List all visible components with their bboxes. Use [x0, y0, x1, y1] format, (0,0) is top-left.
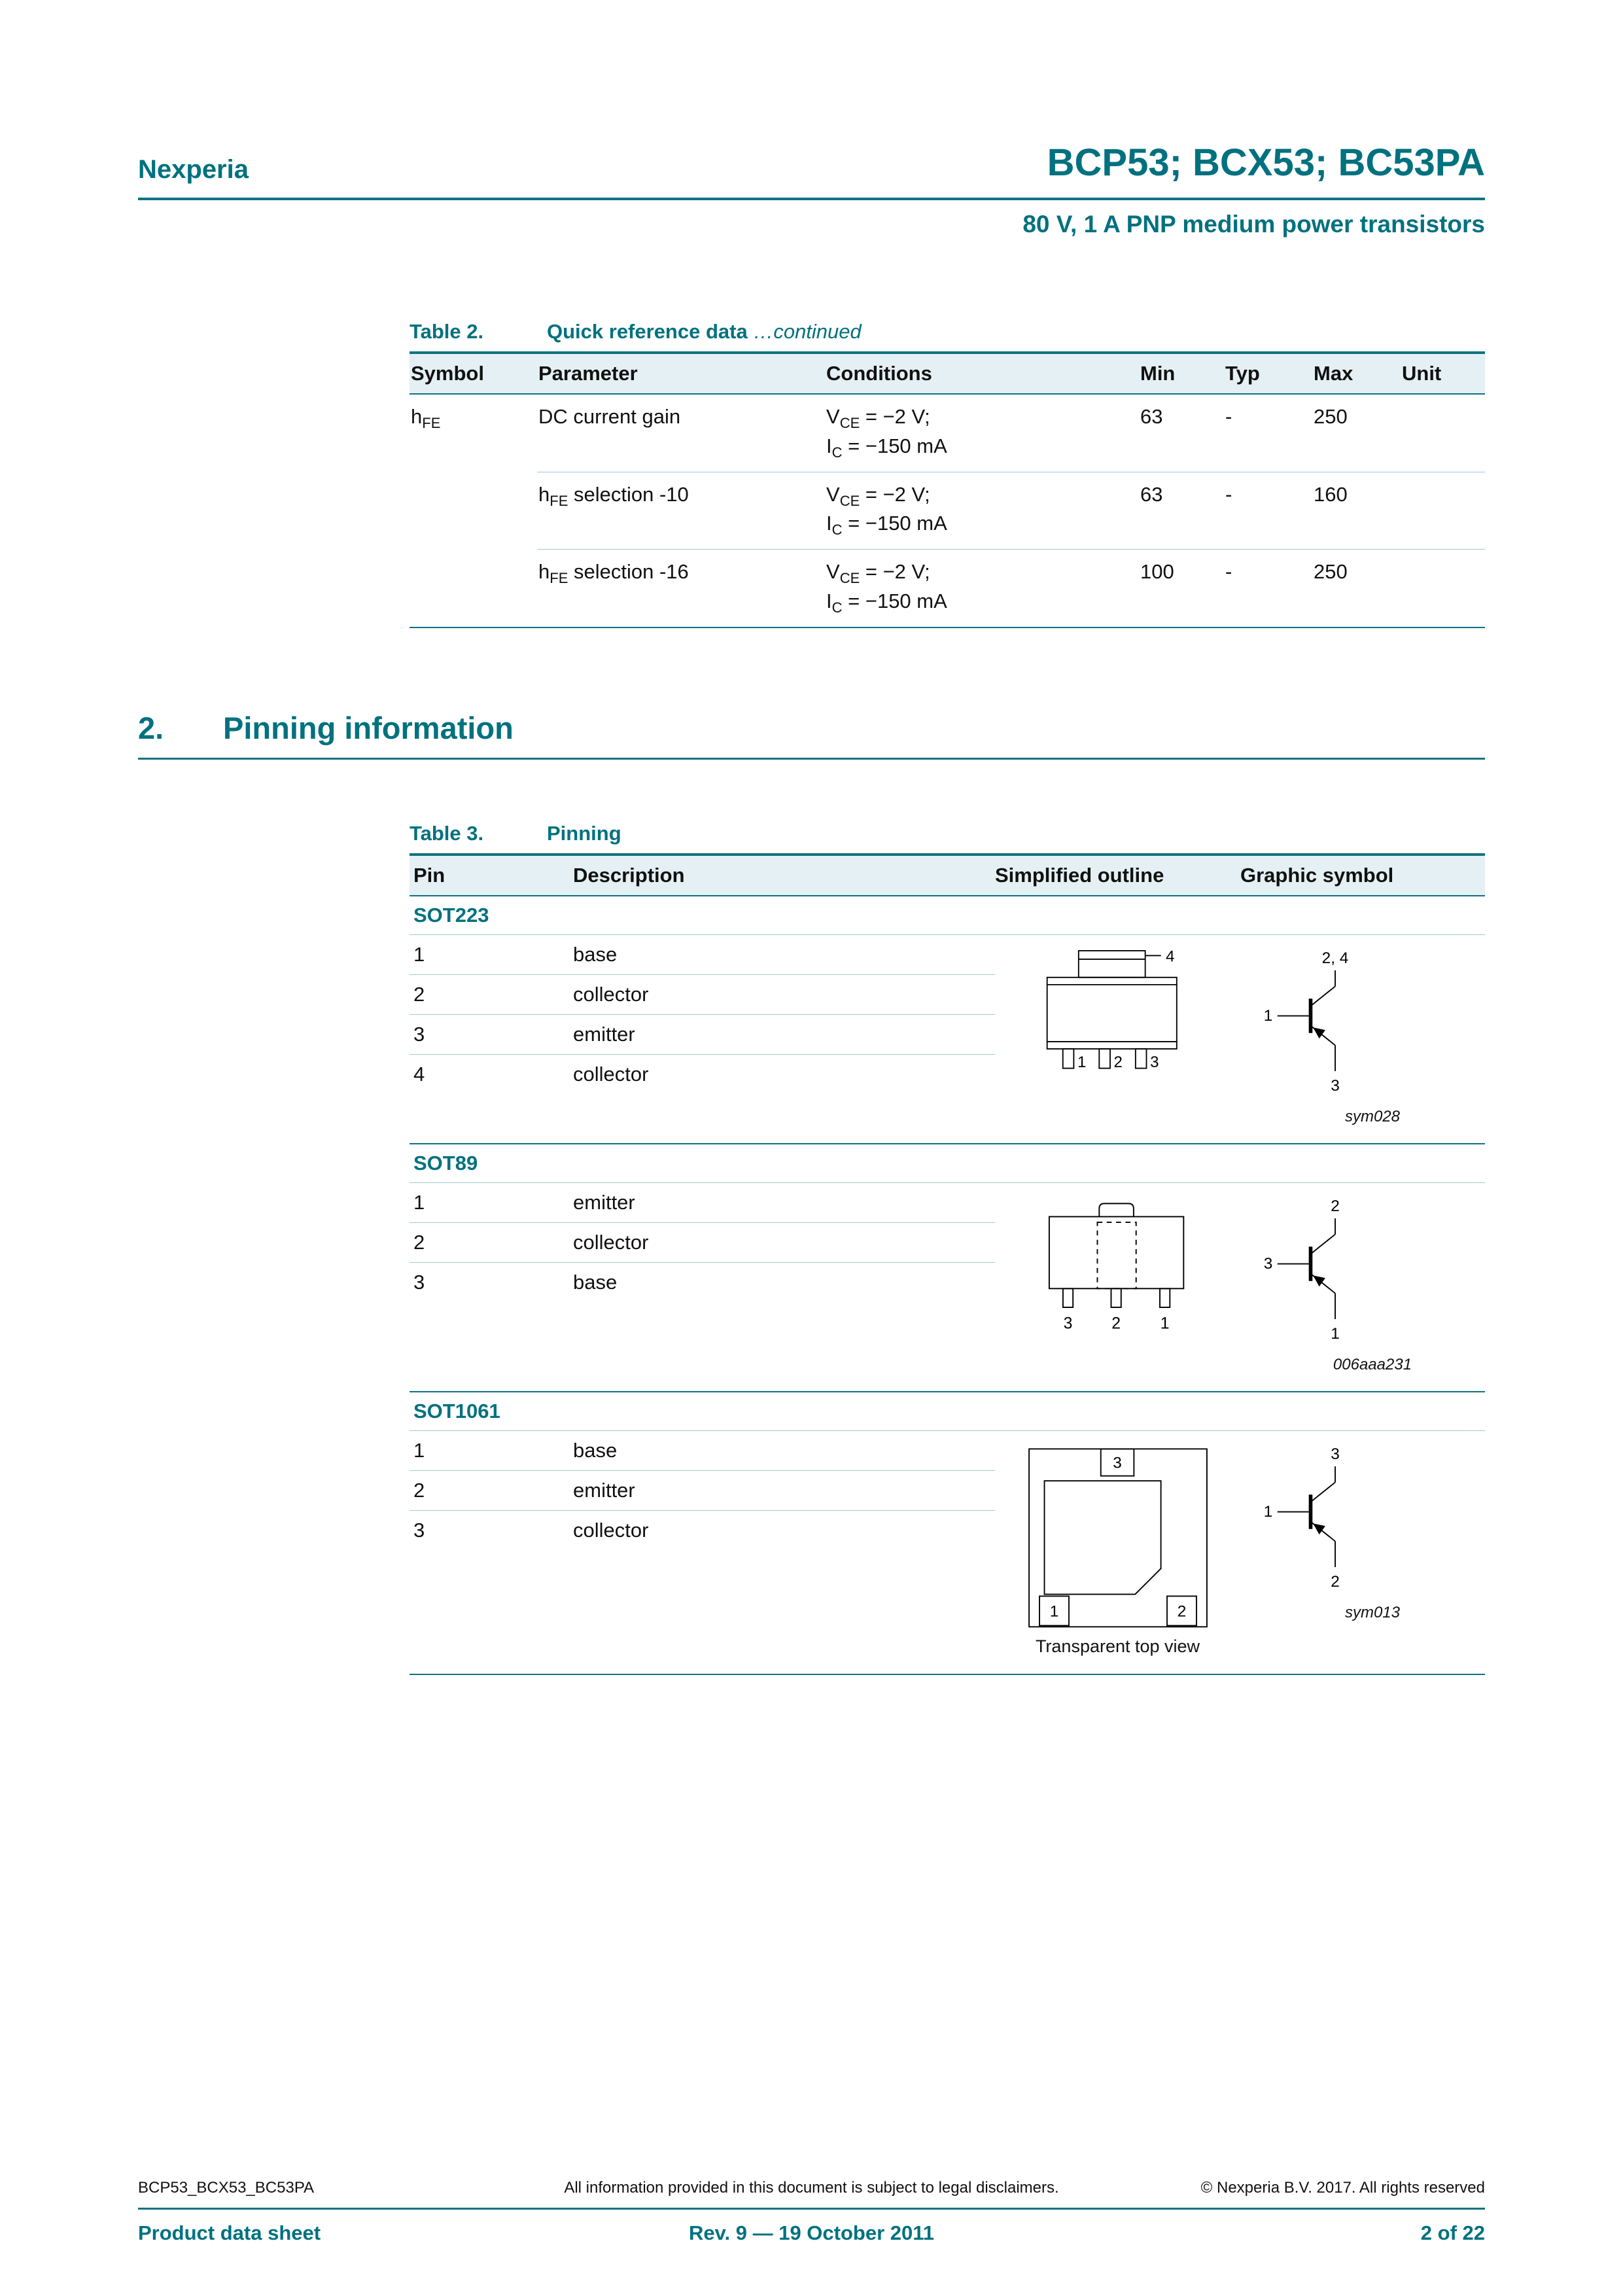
outline-pin-label: 1	[1077, 1053, 1086, 1071]
pin-list	[410, 935, 995, 1094]
pin-list	[410, 1431, 995, 1550]
table3-caption	[410, 822, 1485, 845]
outline-caption: Transparent top view	[1035, 1636, 1200, 1656]
cell-min: 63	[1139, 472, 1224, 550]
pin-number: 1	[413, 1438, 425, 1462]
col-header-symbol: Symbol	[410, 353, 537, 394]
outline-pin-label: 2	[1177, 1602, 1186, 1621]
footer-doc-id: BCP53_BCX53_BC53PA	[138, 2179, 315, 2197]
footer-copyright: © Nexperia B.V. 2017. All rights reserved	[1200, 2179, 1485, 2197]
symbol-emitter-label: 3	[1331, 1076, 1340, 1095]
page-header	[138, 141, 1485, 200]
footer-revision: Rev. 9 — 19 October 2011	[688, 2221, 935, 2244]
col-header-parameter: Parameter	[537, 353, 825, 394]
cell-typ: -	[1224, 550, 1312, 627]
cell-symbol	[410, 550, 537, 627]
symbol-emitter-label: 2	[1331, 1572, 1340, 1591]
pin-number: 3	[413, 1518, 425, 1542]
cell-parameter: $h_{FE}$ selection -10	[537, 472, 825, 550]
section-divider	[138, 758, 1485, 760]
pin-number: 3	[413, 1022, 425, 1046]
footer-doc-type: Product data sheet	[138, 2221, 321, 2244]
footer-disclaimer: All information provided in this document is subject to legal disclaimers.	[564, 2179, 1059, 2197]
footer-page-number: 2 of 22	[1420, 2221, 1485, 2244]
cell-max: 250	[1312, 394, 1401, 472]
pin-description: base	[573, 1270, 618, 1294]
cell-unit	[1401, 472, 1485, 550]
table2-header-row	[410, 353, 1485, 394]
pin-description: collector	[573, 982, 649, 1006]
outline-pin-label: 3	[1112, 1454, 1122, 1472]
col-header-outline: Simplified outline	[995, 863, 1164, 887]
pin-row	[410, 1471, 995, 1511]
pin-number: 2	[413, 1230, 425, 1254]
col-header-description: Description	[573, 863, 685, 887]
condition-line: $I_C = -150$ mA	[826, 434, 947, 461]
package-body	[410, 1431, 1485, 1674]
table-row	[410, 472, 1485, 550]
outline-pin-label: 3	[1149, 1053, 1159, 1071]
cell-conditions	[825, 550, 1139, 627]
sot1061-outline-figure	[995, 1431, 1240, 1657]
sot89-package-drawing	[1039, 1195, 1196, 1335]
symbol-base-label: 1	[1263, 1006, 1273, 1025]
sot89-outline-figure	[995, 1183, 1240, 1335]
quick-reference-section	[410, 320, 1485, 628]
pin-row	[410, 935, 995, 975]
cell-parameter: $h_{FE}$ selection -16	[537, 550, 825, 627]
pin-description: emitter	[573, 1190, 635, 1214]
col-header-min: Min	[1139, 353, 1224, 394]
symbol-base-label: 1	[1263, 1502, 1273, 1521]
pin-description: base	[573, 942, 618, 966]
condition-line: $V_{CE} = -2$ V;	[826, 482, 930, 509]
pin-number: 4	[413, 1062, 425, 1086]
pin-row	[410, 975, 995, 1015]
cell-min: 63	[1139, 394, 1224, 472]
symbol-collector-label: 3	[1331, 1446, 1340, 1463]
condition-line: $I_C = -150$ mA	[826, 589, 947, 616]
col-header-symbol: Graphic symbol	[1240, 863, 1394, 887]
col-header-unit: Unit	[1401, 353, 1485, 394]
cell-conditions	[825, 472, 1139, 550]
pnp-transistor-symbol	[1260, 1199, 1371, 1349]
col-header-max: Max	[1312, 353, 1401, 394]
section-title: Pinning information	[223, 710, 514, 745]
pnp-transistor-symbol	[1260, 951, 1371, 1101]
sot1061-package-drawing	[1020, 1443, 1216, 1630]
pin-row	[410, 1015, 995, 1055]
pin-description: base	[573, 1438, 618, 1462]
pin-description: collector	[573, 1230, 649, 1254]
package-body	[410, 935, 1485, 1143]
figure-id: sym013	[1344, 1603, 1401, 1621]
quick-reference-table	[410, 351, 1485, 628]
pin-description: collector	[573, 1062, 649, 1086]
cell-unit	[1401, 394, 1485, 472]
cell-min: 100	[1139, 550, 1224, 627]
table-row	[410, 394, 1485, 472]
table2-caption-label: Table 2.	[410, 320, 484, 343]
symbol-text: h	[411, 405, 423, 428]
table-row	[410, 550, 1485, 627]
package-name: SOT89	[410, 1144, 1485, 1183]
outline-pin-label: 1	[1160, 1315, 1170, 1333]
cell-max: 160	[1312, 472, 1401, 550]
section-heading-pinning	[138, 710, 1485, 746]
outline-pin-label: 2	[1111, 1315, 1121, 1333]
pin-list	[410, 1183, 995, 1302]
figure-id: 006aaa231	[1333, 1355, 1412, 1373]
cell-typ: -	[1224, 394, 1312, 472]
col-header-pin: Pin	[413, 863, 445, 887]
outline-pin-label: 2	[1113, 1053, 1123, 1071]
pin-description: collector	[573, 1518, 649, 1542]
pin-number: 2	[413, 982, 425, 1006]
pnp-transistor-symbol	[1260, 1447, 1371, 1597]
pinning-section	[410, 822, 1485, 1675]
pin-number: 3	[413, 1270, 425, 1294]
pin-row	[410, 1431, 995, 1471]
outline-pin-label: 3	[1063, 1315, 1072, 1333]
sot223-package-drawing	[1036, 947, 1200, 1078]
sot1061-symbol-figure	[1240, 1431, 1485, 1622]
table2-caption-title: Quick reference data	[547, 320, 748, 343]
table3-caption-label: Table 3.	[410, 821, 484, 845]
package-body	[410, 1183, 1485, 1391]
outline-pin-label: 4	[1165, 947, 1175, 966]
document-subtitle: 80 V, 1 A PNP medium power transistors	[1022, 211, 1485, 238]
cell-symbol	[410, 394, 537, 472]
col-header-conditions: Conditions	[825, 353, 1139, 394]
symbol-collector-label: 2, 4	[1321, 950, 1349, 967]
package-section-sot223	[410, 896, 1485, 1144]
condition-line: $V_{CE} = -2$ V;	[826, 405, 930, 432]
pin-row	[410, 1055, 995, 1094]
symbol-collector-label: 2	[1331, 1198, 1340, 1215]
package-section-sot89	[410, 1144, 1485, 1392]
cell-unit	[1401, 550, 1485, 627]
section-number: 2.	[138, 710, 164, 745]
table2-caption-continued: …continued	[753, 320, 862, 343]
pin-number: 2	[413, 1478, 425, 1502]
pin-number: 1	[413, 942, 425, 966]
package-name: SOT223	[410, 896, 1485, 935]
pin-description: emitter	[573, 1478, 635, 1502]
col-header-typ: Typ	[1224, 353, 1312, 394]
symbol-base-label: 3	[1263, 1254, 1273, 1273]
cell-conditions	[825, 394, 1139, 472]
condition-line: $I_C = -150$ mA	[826, 512, 947, 539]
table3-caption-title: Pinning	[547, 821, 621, 845]
sot223-symbol-figure	[1240, 935, 1485, 1126]
symbol-subscript: FE	[422, 415, 441, 432]
cell-typ: -	[1224, 472, 1312, 550]
cell-max: 250	[1312, 550, 1401, 627]
cell-parameter: DC current gain	[537, 394, 825, 472]
outline-pin-label: 1	[1049, 1602, 1058, 1621]
condition-line: $V_{CE} = -2$ V;	[826, 560, 930, 587]
package-name: SOT1061	[410, 1392, 1485, 1431]
figure-id: sym028	[1344, 1107, 1401, 1125]
sot89-symbol-figure	[1240, 1183, 1485, 1374]
symbol-emitter-label: 1	[1331, 1324, 1340, 1343]
cell-symbol	[410, 472, 537, 550]
pin-description: emitter	[573, 1022, 635, 1046]
footer-info-row	[138, 2221, 1485, 2245]
document-title: BCP53; BCX53; BC53PA	[1047, 141, 1485, 184]
brand-name: Nexperia	[138, 155, 249, 184]
pin-row	[410, 1183, 995, 1223]
page-footer	[138, 2179, 1485, 2245]
pin-row	[410, 1263, 995, 1302]
footer-legal-row	[138, 2179, 1485, 2210]
pin-row	[410, 1223, 995, 1263]
package-section-sot1061	[410, 1392, 1485, 1675]
sot223-outline-figure	[995, 935, 1240, 1078]
pin-row	[410, 1511, 995, 1550]
table3-header-row	[410, 853, 1485, 896]
pin-number: 1	[413, 1190, 425, 1214]
table2-caption	[410, 320, 1485, 344]
